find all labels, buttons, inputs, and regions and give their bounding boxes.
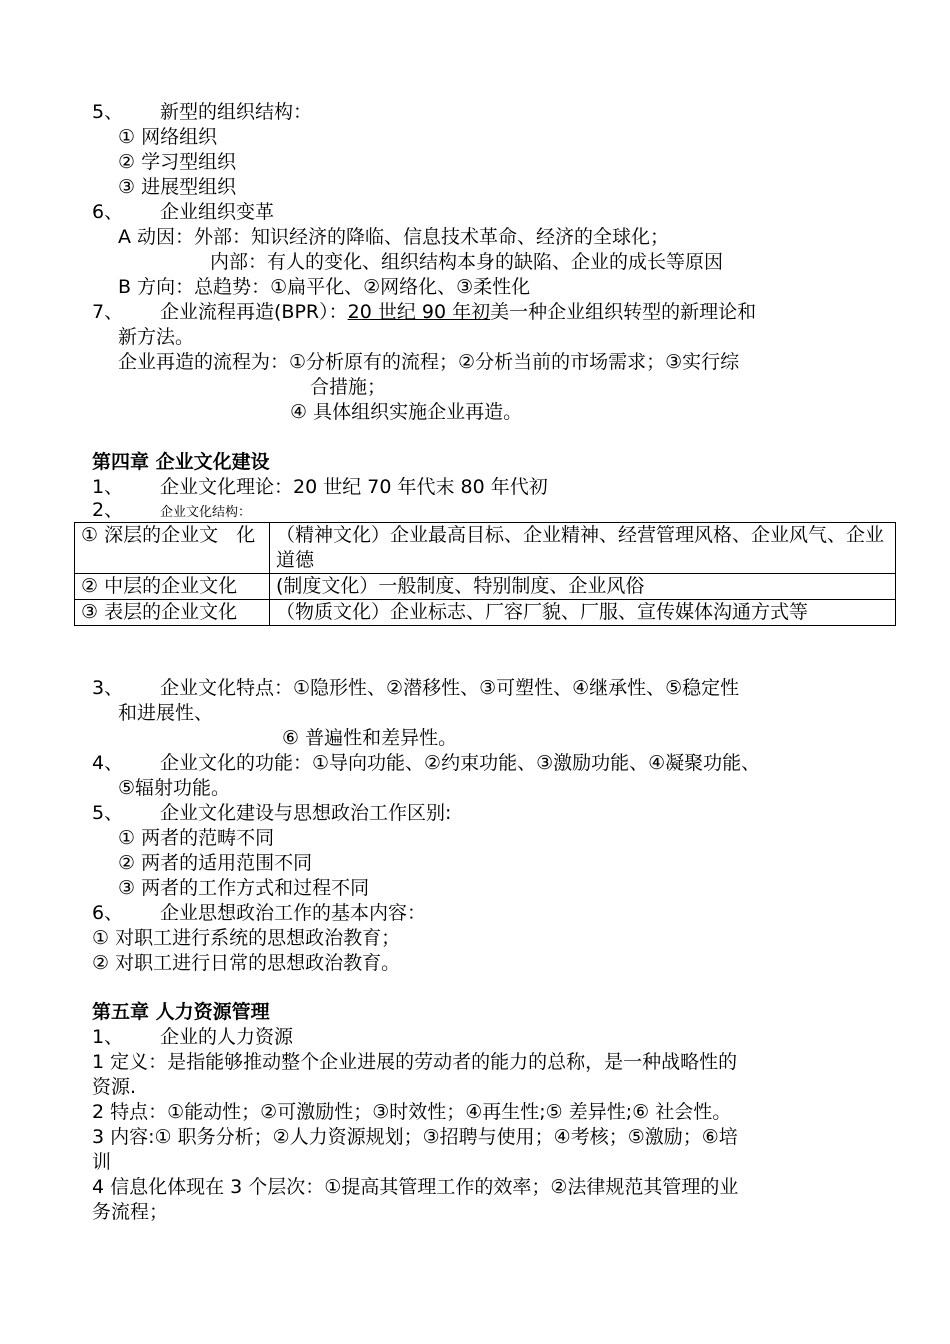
section-number: 5、 xyxy=(92,101,124,123)
paragraph-line: 合措施； xyxy=(310,376,387,398)
list-item: ② 对职工进行日常的思想政治教育。 xyxy=(92,952,401,974)
section-title: 企业流程再造(BPR）： xyxy=(160,301,348,323)
table-row xyxy=(75,600,896,626)
paragraph-line: 训 xyxy=(92,1151,112,1173)
table-row xyxy=(75,523,896,574)
paragraph-line: 和进展性、 xyxy=(118,702,214,724)
numbered-paragraph xyxy=(92,801,451,826)
paragraph-line: B 方向：总趋势：①扁平化、②网络化、③柔性化 xyxy=(118,276,531,298)
paragraph-line: 资源. xyxy=(92,1076,137,1098)
paragraph-line: 新方法。 xyxy=(118,326,195,348)
table-cell-desc: (制度文化）一般制度、特别制度、企业风俗 xyxy=(270,574,896,600)
list-item: ② 学习型组织 xyxy=(118,151,237,173)
section-7-heading xyxy=(92,300,756,325)
section-number: 6、 xyxy=(92,201,124,223)
table-row xyxy=(75,574,896,600)
list-item: ① 对职工进行系统的思想政治教育； xyxy=(92,927,401,949)
list-item: ② 两者的适用范围不同 xyxy=(118,852,313,874)
numbered-paragraph xyxy=(92,676,739,701)
section-title: 企业组织变革 xyxy=(160,201,275,223)
paragraph-line: ④ 具体组织实施企业再造。 xyxy=(290,401,523,423)
item-text: 企业的人力资源 xyxy=(160,1026,294,1048)
chapter-heading: 第五章 人力资源管理 xyxy=(92,1001,270,1023)
item-text: 企业文化特点：①隐形性、②潜移性、③可塑性、④继承性、⑤稳定性 xyxy=(160,677,740,699)
item-number: 4、 xyxy=(92,752,124,774)
list-item: ① 两者的范畴不同 xyxy=(118,827,275,849)
table-cell-desc: （精神文化）企业最高目标、企业精神、经营管理风格、企业风气、企业道德 xyxy=(270,523,896,574)
paragraph-line: 1 定义：是指能够推动整个企业进展的劳动者的能力的总称，是一种战略性的 xyxy=(92,1051,738,1073)
section-title-rest: 美一种企业组织转型的新理论和 xyxy=(490,301,757,323)
paragraph-line: ⑤辐射功能。 xyxy=(118,777,231,799)
list-item: ③ 进展型组织 xyxy=(118,176,237,198)
paragraph-line: 2 特点：①能动性；②可激励性；③时效性；④再生性;⑤ 差异性;⑥ 社会性。 xyxy=(92,1101,732,1123)
paragraph-line: 务流程； xyxy=(92,1201,169,1223)
paragraph-line: 内部：有人的变化、组织结构本身的缺陷、企业的成长等原因 xyxy=(210,251,724,273)
table-cell-level: ③ 表层的企业文化 xyxy=(75,600,270,626)
section-title: 新型的组织结构： xyxy=(160,101,313,123)
table-cell-desc: （物质文化）企业标志、厂容厂貌、厂服、宣传媒体沟通方式等 xyxy=(270,600,896,626)
section-5-heading xyxy=(92,100,312,125)
numbered-paragraph xyxy=(92,901,426,926)
paragraph-line: 3 内容:① 职务分析；②人力资源规划；③招聘与使用；④考核；⑤激励；⑥培 xyxy=(92,1126,738,1148)
numbered-paragraph xyxy=(92,751,760,776)
item-text: 企业文化结构： xyxy=(160,505,252,520)
item-number: 6、 xyxy=(92,902,124,924)
item-text: 企业思想政治工作的基本内容： xyxy=(160,902,427,924)
item-text: 企业文化建设与思想政治工作区别: xyxy=(160,802,452,824)
item-number: 3、 xyxy=(92,677,124,699)
item-text: 企业文化的功能：①导向功能、②约束功能、③激励功能、④凝聚功能、 xyxy=(160,752,761,774)
numbered-paragraph xyxy=(92,475,548,500)
item-number: 2、 xyxy=(92,499,124,521)
underlined-date: 20 世纪 90 年初 xyxy=(347,301,491,323)
culture-structure-table xyxy=(74,522,896,626)
numbered-paragraph xyxy=(92,499,251,521)
table-cell-level: ① 深层的企业文 化 xyxy=(75,523,270,574)
item-number: 1、 xyxy=(92,1026,124,1048)
paragraph-line: 4 信息化体现在 3 个层次：①提高其管理工作的效率；②法律规范其管理的业 xyxy=(92,1176,739,1198)
table-cell-level: ② 中层的企业文化 xyxy=(75,574,270,600)
item-number: 5、 xyxy=(92,802,124,824)
paragraph-line: ⑥ 普遍性和差异性。 xyxy=(282,727,458,749)
section-number: 7、 xyxy=(92,301,124,323)
paragraph-line: A 动因：外部：知识经济的降临、信息技术革命、经济的全球化； xyxy=(118,226,670,248)
section-6-heading xyxy=(92,200,274,225)
numbered-paragraph xyxy=(92,1025,293,1050)
item-text: 企业文化理论：20 世纪 70 年代末 80 年代初 xyxy=(160,476,548,498)
item-number: 1、 xyxy=(92,476,124,498)
paragraph-line: 企业再造的流程为：①分析原有的流程；②分析当前的市场需求；③实行综 xyxy=(118,351,740,373)
chapter-heading: 第四章 企业文化建设 xyxy=(92,451,270,473)
list-item: ① 网络组织 xyxy=(118,126,218,148)
list-item: ③ 两者的工作方式和过程不同 xyxy=(118,877,370,899)
